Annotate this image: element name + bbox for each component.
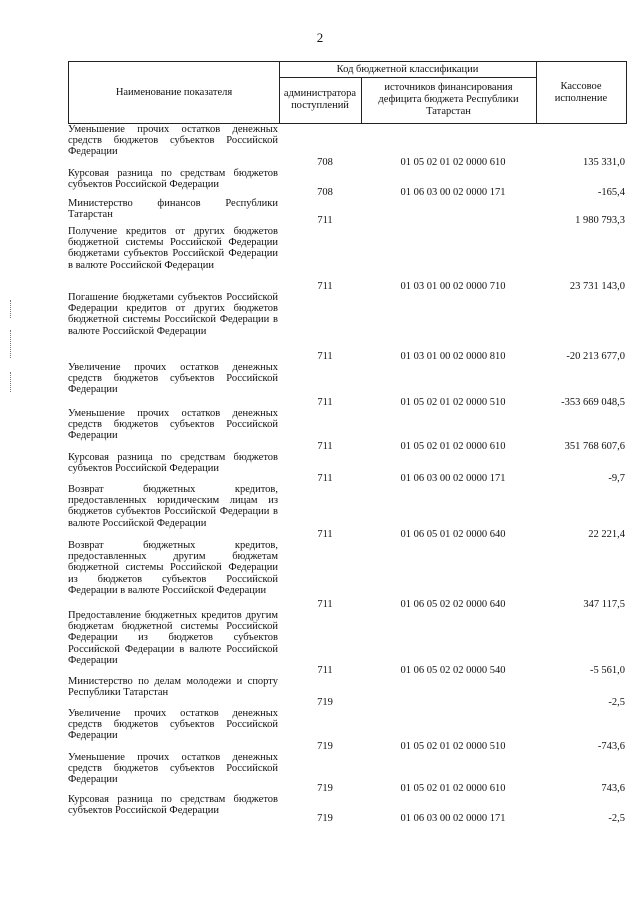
row-value: 22 221,4 — [588, 528, 625, 540]
header-source: источников финансирования дефицита бюджета Республики Татарстан — [378, 82, 519, 117]
row-source-code: 01 06 03 00 02 0000 171 — [400, 472, 506, 484]
header-administrator: администратора поступлений — [283, 88, 357, 111]
row-value: -5 561,0 — [590, 664, 625, 676]
row-value: 351 768 607,6 — [564, 440, 625, 452]
table-row — [68, 540, 627, 610]
margin-mark — [10, 300, 11, 318]
table-row — [68, 124, 627, 168]
row-name: Возврат бюджетных кредитов, предоставленных юридическим лицам из бюджетов субъектов Российской Федерации в валюте Российской Федерации — [68, 484, 278, 529]
row-administrator: 719 — [317, 740, 333, 752]
row-name: Получение кредитов от других бюджетов бюджетной системы Российской Федерации бюджетами субъектов Российской Федерации в валюте Российской Федерации — [68, 226, 278, 271]
row-administrator: 708 — [317, 186, 333, 198]
table-row — [68, 794, 627, 824]
row-administrator: 719 — [317, 812, 333, 824]
table-row — [68, 226, 627, 292]
row-name: Курсовая разница по средствам бюджетов субъектов Российской Федерации — [68, 168, 278, 191]
table-row — [68, 708, 627, 752]
row-source-code: 01 05 02 01 02 0000 610 — [400, 440, 506, 452]
table-row — [68, 676, 627, 708]
row-name: Уменьшение прочих остатков денежных средств бюджетов субъектов Российской Федерации — [68, 408, 278, 442]
row-value: 135 331,0 — [583, 156, 625, 168]
row-value: 1 980 793,3 — [575, 214, 625, 226]
row-source-code: 01 03 01 00 02 0000 710 — [400, 280, 506, 292]
row-name: Курсовая разница по средствам бюджетов субъектов Российской Федерации — [68, 452, 278, 475]
row-source-code: 01 06 05 01 02 0000 640 — [400, 528, 506, 540]
row-administrator: 719 — [317, 696, 333, 708]
row-source-code: 01 05 02 01 02 0000 510 — [400, 396, 506, 408]
table-row — [68, 168, 627, 198]
row-value: -9,7 — [608, 472, 625, 484]
table-header — [68, 61, 627, 124]
row-administrator: 711 — [317, 664, 333, 676]
header-cash-execution: Кассовое исполнение — [554, 80, 608, 104]
table-row — [68, 408, 627, 452]
table-row — [68, 292, 627, 362]
row-value: -743,6 — [597, 740, 625, 752]
row-administrator: 708 — [317, 156, 333, 168]
row-source-code: 01 06 05 02 02 0000 540 — [400, 664, 506, 676]
table-row — [68, 198, 627, 226]
row-source-code: 01 06 03 00 02 0000 171 — [400, 812, 506, 824]
row-name: Погашение бюджетами субъектов Российской Федерации кредитов от других бюджетов бюджетной системы Российской Федерации в валюте Российской Федерации — [68, 292, 278, 337]
row-value: -20 213 677,0 — [566, 350, 625, 362]
row-source-code: 01 05 02 01 02 0000 610 — [400, 156, 506, 168]
row-source-code: 01 06 03 00 02 0000 171 — [400, 186, 506, 198]
page-number: 2 — [316, 30, 324, 45]
row-administrator: 711 — [317, 598, 333, 610]
margin-mark — [10, 330, 11, 358]
row-source-code: 01 05 02 01 02 0000 510 — [400, 740, 506, 752]
row-value: 743,6 — [601, 782, 625, 794]
row-name: Министерство финансов Республики Татарстан — [68, 198, 278, 221]
row-name: Министерство по делам молодежи и спорту Республики Татарстан — [68, 676, 278, 699]
header-code-group: Код бюджетной классификации — [336, 63, 479, 75]
table-row — [68, 752, 627, 794]
row-value: 23 731 143,0 — [569, 280, 625, 292]
row-name: Уменьшение прочих остатков денежных средств бюджетов субъектов Российской Федерации — [68, 124, 278, 158]
row-administrator: 711 — [317, 214, 333, 226]
row-name: Возврат бюджетных кредитов, предоставленных другим бюджетам бюджетной системы Российской Федерации из бюджетов субъектов Российской Федерации в валюте Российской Федерации — [68, 540, 278, 596]
row-source-code: 01 05 02 01 02 0000 610 — [400, 782, 506, 794]
row-source-code: 01 03 01 00 02 0000 810 — [400, 350, 506, 362]
table-row — [68, 362, 627, 408]
row-value: 347 117,5 — [583, 598, 625, 610]
table-body — [68, 124, 627, 824]
table-row — [68, 610, 627, 676]
header-indicator-name: Наименование показателя — [115, 86, 233, 98]
row-name: Предоставление бюджетных кредитов другим бюджетам бюджетной системы Российской Федерации из бюджетов субъектов Российской Федерации в валюте Российской Федерации — [68, 610, 278, 666]
margin-mark — [10, 372, 11, 392]
row-administrator: 719 — [317, 782, 333, 794]
row-administrator: 711 — [317, 472, 333, 484]
table-row — [68, 452, 627, 484]
row-administrator: 711 — [317, 350, 333, 362]
row-value: -165,4 — [597, 186, 625, 198]
row-administrator: 711 — [317, 280, 333, 292]
row-administrator: 711 — [317, 528, 333, 540]
row-name: Увеличение прочих остатков денежных средств бюджетов субъектов Российской Федерации — [68, 708, 278, 742]
row-administrator: 711 — [317, 440, 333, 452]
row-name: Увеличение прочих остатков денежных средств бюджетов субъектов Российской Федерации — [68, 362, 278, 396]
table-row — [68, 484, 627, 540]
row-value: -353 669 048,5 — [561, 396, 625, 408]
row-value: -2,5 — [608, 812, 625, 824]
row-administrator: 711 — [317, 396, 333, 408]
row-name: Уменьшение прочих остатков денежных средств бюджетов субъектов Российской Федерации — [68, 752, 278, 786]
row-name: Курсовая разница по средствам бюджетов субъектов Российской Федерации — [68, 794, 278, 817]
row-value: -2,5 — [608, 696, 625, 708]
row-source-code: 01 06 05 02 02 0000 640 — [400, 598, 506, 610]
